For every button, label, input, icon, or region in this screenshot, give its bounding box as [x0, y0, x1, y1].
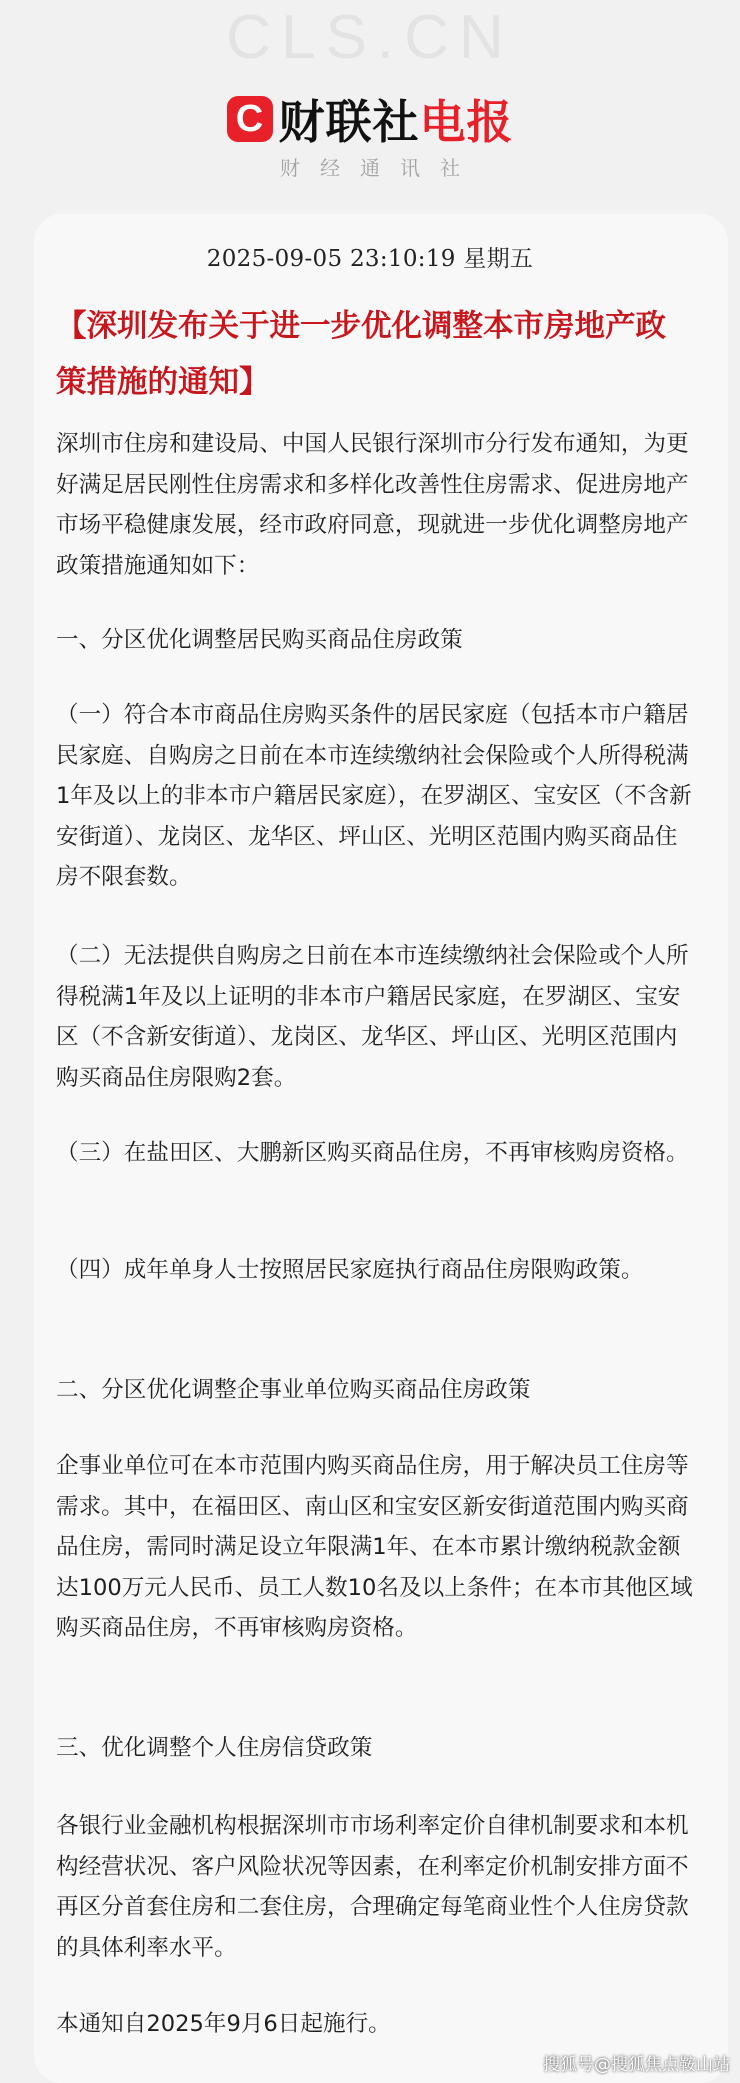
brand-name-red: 电报 — [419, 95, 514, 149]
article-title: 【深圳发布关于进一步优化调整本市房地产政策措施的通知】 — [56, 308, 666, 400]
section1-item1: （一）符合本市商品住房购买条件的居民家庭（包括本市户籍居民家庭、自购房之日前在本市连续缴纳社会保险或个人所得税满1年及以上的非本市户籍居民家庭），在罗湖区、宝安区（不含新安街道）、龙岗区、龙华区、坪山区、光明区范围内购买商品住房不限套数。 — [56, 702, 692, 890]
section1-item3: （三）在盐田区、大鹏新区购买商品住房，不再审核购房资格。 — [56, 1140, 689, 1166]
section2-body: 企事业单位可在本市范围内购买商品住房，用于解决员工住房等需求。其中，在福田区、南山区和宝安区新安街道范围内购买商品住房，需同时满足设立年限满1年、在本市累计缴纳税款金额达100万元人民币、员工人数10名及以上条件；在本市其他区域购买商品住房，不再审核购房资格。 — [56, 1453, 693, 1641]
intro-paragraph: 深圳市住房和建设局、中国人民银行深圳市分行发布通知，为更好满足居民刚性住房需求和多样化改善性住房需求、促进房地产市场平稳健康发展，经市政府同意，现就进一步优化调整房地产政策措施通知如下： — [56, 431, 689, 579]
cls-watermark: CLS.CN — [226, 3, 514, 72]
brand-subtitle: 财经通讯社 — [280, 156, 480, 180]
section1-heading: 一、分区优化调整居民购买商品住房政策 — [56, 627, 463, 653]
source-watermark: 搜狐号@搜狐焦点鞍山站 — [543, 2055, 730, 2075]
brand-name — [279, 86, 514, 152]
effective-date: 本通知自2025年9月6日起施行。 — [56, 2011, 391, 2037]
section2-heading: 二、分区优化调整企事业单位购买商品住房政策 — [56, 1377, 531, 1403]
brand-name-black: 财联社 — [278, 95, 420, 149]
section1-item4: （四）成年单身人士按照居民家庭执行商品住房限购政策。 — [56, 1257, 644, 1283]
logo-c-icon: C — [227, 96, 273, 142]
publish-datetime: 2025-09-05 23:10:19 星期五 — [206, 246, 534, 272]
section3-body: 各银行业金融机构根据深圳市市场利率定价自律机制要求和本机构经营状况、客户风险状况等因素，在利率定价机制安排方面不再区分首套住房和二套住房，合理确定每笔商业性个人住房贷款的具体利率水平。 — [56, 1813, 689, 1961]
section3-heading: 三、优化调整个人住房信贷政策 — [56, 1735, 373, 1761]
brand-logo — [0, 86, 740, 152]
section1-item2: （二）无法提供自购房之日前在本市连续缴纳社会保险或个人所得税满1年及以上证明的非本市户籍居民家庭，在罗湖区、宝安区（不含新安街道）、龙岗区、龙华区、坪山区、光明区范围内购买商品住房限购2套。 — [56, 943, 689, 1091]
